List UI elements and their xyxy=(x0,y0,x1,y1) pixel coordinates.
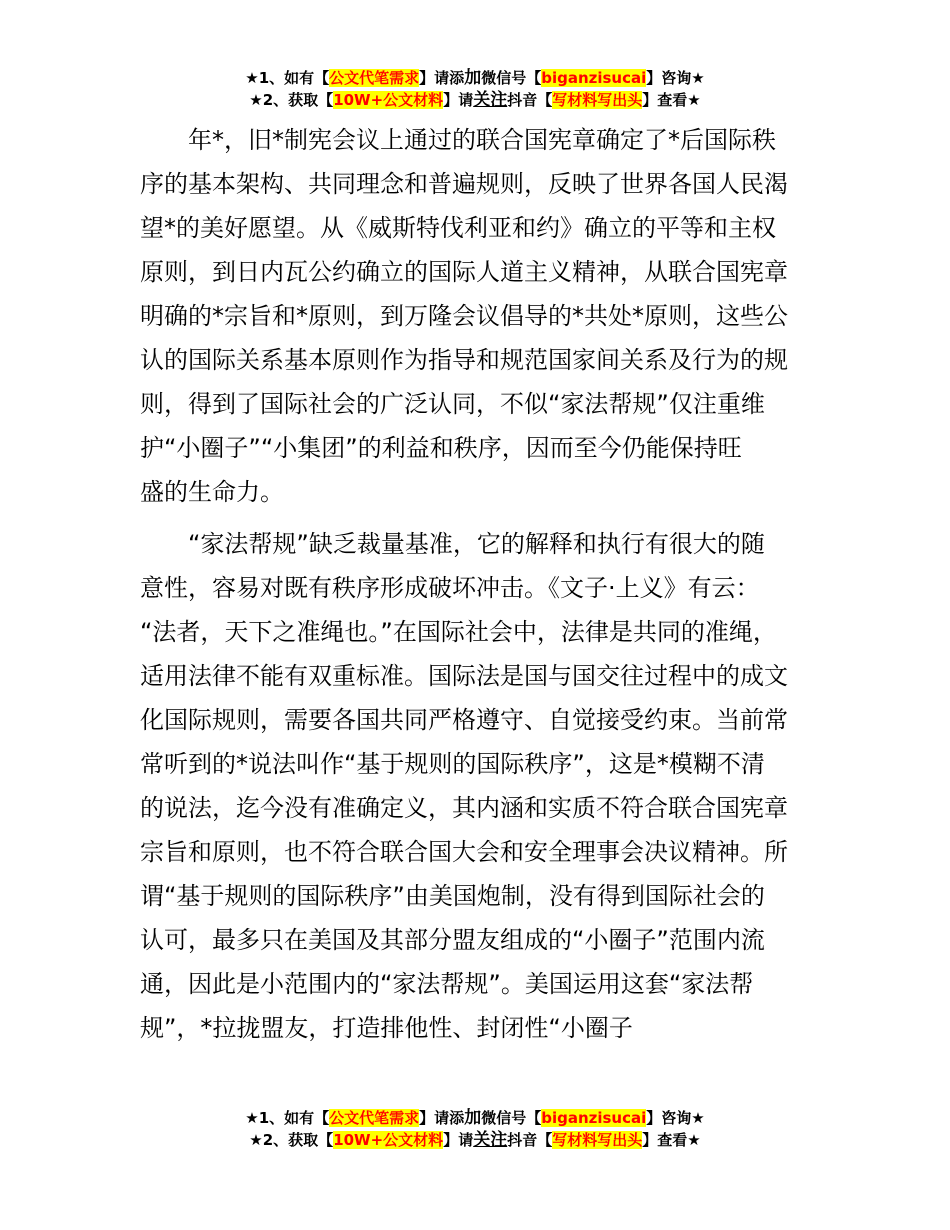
banner-highlight: biganzisucai xyxy=(541,69,647,87)
banner-underlined: 关注 xyxy=(473,1130,508,1150)
banner-text: 微信号【 xyxy=(481,69,542,87)
banner-text: 】请 xyxy=(443,1131,474,1149)
text-line: 序的基本架构、共同理念和普遍规则，反映了世界各国人民渴 xyxy=(140,170,788,198)
banner-text: 】请添 xyxy=(419,1109,465,1127)
document-body xyxy=(140,118,840,1050)
banner-text: ★1、如有【 xyxy=(245,1109,330,1127)
banner-highlight: 写材料写出头 xyxy=(552,1131,643,1149)
banner-row-1 xyxy=(0,1107,950,1129)
banner-row-2 xyxy=(0,89,950,111)
text-line: 意性，容易对既有秩序形成破坏冲击。《文子·上义》有云： xyxy=(140,574,760,602)
banner-highlight: 10W+公文材料 xyxy=(333,91,444,109)
header-banner xyxy=(0,67,950,111)
banner-highlight: 写材料写出头 xyxy=(552,91,643,109)
text-line: 宗旨和原则，也不符合联合国大会和安全理事会决议精神。所 xyxy=(140,838,788,866)
banner-text: 抖音【 xyxy=(507,1131,553,1149)
banner-highlight: 公文代笔需求 xyxy=(329,1109,420,1127)
banner-text: ★2、获取【 xyxy=(249,91,334,109)
text-line: 原则，到日内瓦公约确立的国际人道主义精神，从联合国宪章 xyxy=(140,258,788,286)
text-line: 明确的*宗旨和*原则，到万隆会议倡导的*共处*原则，这些公 xyxy=(140,302,788,330)
paragraph-2 xyxy=(140,522,840,1050)
banner-text: 】咨询★ xyxy=(646,69,705,87)
banner-text: 】请添 xyxy=(419,69,465,87)
banner-text: 】咨询★ xyxy=(646,1109,705,1127)
text-line: 望*的美好愿望。从《威斯特伐利亚和约》确立的平等和主权 xyxy=(140,214,776,242)
banner-row-2 xyxy=(0,1129,950,1151)
text-line: 认的国际关系基本原则作为指导和规范国家间关系及行为的规 xyxy=(140,346,788,374)
text-line: 护“小圈子”“小集团”的利益和秩序，因而至今仍能保持旺 xyxy=(140,434,742,462)
banner-text: 】查看★ xyxy=(642,1131,701,1149)
banner-text: 加 xyxy=(464,1108,482,1128)
footer-banner xyxy=(0,1107,950,1151)
paragraph-1 xyxy=(140,118,840,514)
text-line: 年*，旧*制宪会议上通过的联合国宪章确定了*后国际秩 xyxy=(188,126,776,154)
banner-text: 加 xyxy=(464,68,482,88)
text-line: 适用法律不能有双重标准。国际法是国与国交往过程中的成文 xyxy=(140,662,788,690)
banner-highlight: 公文代笔需求 xyxy=(329,69,420,87)
banner-text: 】查看★ xyxy=(642,91,701,109)
text-line: 认可，最多只在美国及其部分盟友组成的“小圈子”范围内流 xyxy=(140,926,765,954)
text-line: 规”，*拉拢盟友，打造排他性、封闭性“小圈子 xyxy=(140,1014,633,1042)
banner-highlight: 10W+公文材料 xyxy=(333,1131,444,1149)
text-line: 化国际规则，需要各国共同严格遵守、自觉接受约束。当前常 xyxy=(140,706,788,734)
banner-highlight: biganzisucai xyxy=(541,1109,647,1127)
banner-row-1 xyxy=(0,67,950,89)
text-line: 则，得到了国际社会的广泛认同，不似“家法帮规”仅注重维 xyxy=(140,390,765,418)
text-line: 的说法，迄今没有准确定义，其内涵和实质不符合联合国宪章 xyxy=(140,794,788,822)
banner-text: 】请 xyxy=(443,91,474,109)
text-line: 通，因此是小范围内的“家法帮规”。美国运用这套“家法帮 xyxy=(140,970,754,998)
text-line: 盛的生命力。 xyxy=(140,478,284,506)
text-line: 常听到的*说法叫作“基于规则的国际秩序”，这是*模糊不清 xyxy=(140,750,765,778)
text-line: 谓“基于规则的国际秩序”由美国炮制，没有得到国际社会的 xyxy=(140,882,765,910)
banner-text: 微信号【 xyxy=(481,1109,542,1127)
banner-text: ★2、获取【 xyxy=(249,1131,334,1149)
banner-text: ★1、如有【 xyxy=(245,69,330,87)
banner-underlined: 关注 xyxy=(473,90,508,110)
text-line: “法者，天下之准绳也。”在国际社会中，法律是共同的准绳， xyxy=(140,618,777,646)
text-line: “家法帮规”缺乏裁量基准，它的解释和执行有很大的随 xyxy=(188,530,765,558)
banner-text: 抖音【 xyxy=(507,91,553,109)
